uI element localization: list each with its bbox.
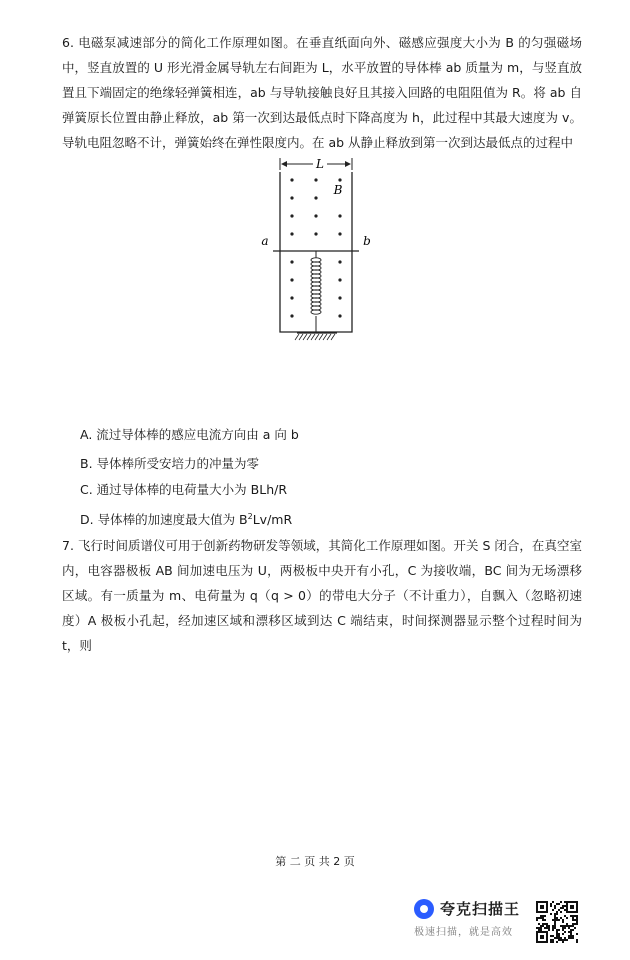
ground-hatch	[295, 334, 335, 340]
qr-module	[562, 921, 564, 923]
qr-module	[542, 923, 544, 925]
field-dot	[338, 314, 341, 317]
qr-module	[564, 939, 566, 941]
quark-logo-icon	[414, 899, 434, 919]
qr-module	[556, 941, 558, 943]
field-dot	[290, 178, 293, 181]
qr-module	[572, 937, 574, 939]
qr-module	[576, 933, 578, 935]
qr-module	[562, 929, 564, 931]
qr-module	[546, 923, 548, 925]
qr-module	[576, 941, 578, 943]
qr-module	[564, 905, 566, 907]
qr-module	[552, 901, 554, 903]
scanner-watermark	[414, 898, 529, 944]
qr-module	[542, 925, 544, 927]
qr-module	[574, 923, 576, 925]
qr-module	[572, 935, 574, 937]
qr-module	[562, 941, 564, 943]
qr-module	[554, 925, 556, 927]
field-dot	[338, 214, 341, 217]
field-dot	[338, 260, 341, 263]
qr-module	[574, 915, 576, 917]
qr-module	[550, 941, 552, 943]
qr-module	[550, 903, 552, 905]
qr-module	[564, 909, 566, 911]
field-dot	[338, 278, 341, 281]
qr-module	[560, 925, 562, 927]
qr-module	[556, 929, 558, 931]
qr-module	[568, 925, 570, 927]
qr-module	[570, 937, 572, 939]
qr-module	[556, 937, 558, 939]
qr-module	[536, 917, 538, 919]
hatch-mark	[331, 334, 335, 340]
qr-module	[576, 917, 578, 919]
qr-module	[554, 919, 556, 921]
qr-module	[564, 915, 566, 917]
qr-module	[544, 915, 546, 917]
qr-module	[558, 919, 560, 921]
qr-module	[546, 927, 548, 929]
qr-module	[566, 917, 568, 919]
qr-module	[560, 939, 562, 941]
qr-module	[560, 917, 562, 919]
qr-module	[572, 919, 574, 921]
qr-module	[568, 935, 570, 937]
qr-module	[576, 919, 578, 921]
qr-module	[554, 917, 556, 919]
qr-module	[558, 929, 560, 931]
hatch-mark	[315, 334, 319, 340]
field-dot	[290, 232, 293, 235]
qr-module	[560, 937, 562, 939]
qr-module	[542, 915, 544, 917]
qr-module	[548, 925, 550, 927]
qr-module	[576, 915, 578, 917]
qr-module	[562, 933, 564, 935]
qr-module	[554, 937, 556, 939]
qr-module	[570, 925, 572, 927]
qr-finder-core	[540, 905, 544, 909]
field-dot	[314, 178, 317, 181]
label-b: b	[363, 234, 371, 248]
qr-module	[570, 915, 572, 917]
qr-module	[566, 925, 568, 927]
qr-module	[556, 917, 558, 919]
qr-module	[558, 933, 560, 935]
qr-module	[570, 933, 572, 935]
qr-module	[576, 923, 578, 925]
qr-module	[556, 919, 558, 921]
qr-module	[538, 929, 540, 931]
label-B: B	[333, 183, 343, 197]
qr-module	[554, 921, 556, 923]
field-dot	[314, 196, 317, 199]
physics-diagram	[255, 152, 385, 342]
qr-module	[550, 913, 552, 915]
qr-module	[574, 927, 576, 929]
qr-module	[554, 923, 556, 925]
qr-module	[540, 927, 542, 929]
qr-module	[542, 919, 544, 921]
label-a: a	[261, 234, 269, 248]
qr-module	[558, 939, 560, 941]
field-dot	[290, 296, 293, 299]
qr-module	[572, 917, 574, 919]
hatch-mark	[295, 334, 299, 340]
qr-module	[556, 903, 558, 905]
qr-module	[570, 931, 572, 933]
qr-module	[564, 931, 566, 933]
qr-module	[576, 921, 578, 923]
field-dot	[338, 232, 341, 235]
qr-module	[564, 927, 566, 929]
qr-module	[552, 909, 554, 911]
field-dot	[338, 178, 341, 181]
qr-finder-core	[570, 905, 574, 909]
qr-module	[544, 919, 546, 921]
qr-module	[552, 941, 554, 943]
qr-module	[570, 935, 572, 937]
option-a: A. 流过导体棒的感应电流方向由 a 向 b	[80, 427, 299, 442]
qr-module	[556, 911, 558, 913]
qr-module	[540, 915, 542, 917]
qr-module	[558, 903, 560, 905]
qr-module	[568, 937, 570, 939]
qr-module	[560, 901, 562, 903]
qr-module	[538, 923, 540, 925]
qr-module	[540, 925, 542, 927]
qr-module	[544, 927, 546, 929]
brand-name: 夸克扫描王	[440, 900, 521, 918]
dimension-arrow-left	[281, 161, 287, 167]
qr-module	[550, 935, 552, 937]
qr-module	[562, 927, 564, 929]
qr-module	[558, 909, 560, 911]
qr-module	[544, 923, 546, 925]
page-footer: 第 二 页 共 2 页	[275, 855, 355, 868]
qr-module	[556, 913, 558, 915]
qr-module	[552, 935, 554, 937]
field-dot	[290, 260, 293, 263]
qr-module	[568, 931, 570, 933]
field-dot	[290, 314, 293, 317]
qr-module	[538, 927, 540, 929]
qr-module	[556, 933, 558, 935]
hatch-mark	[303, 334, 307, 340]
hatch-mark	[311, 334, 315, 340]
qr-module	[558, 935, 560, 937]
qr-module	[564, 937, 566, 939]
hatch-mark	[307, 334, 311, 340]
qr-module	[552, 939, 554, 941]
qr-module	[568, 927, 570, 929]
qr-module	[554, 907, 556, 909]
qr-module	[538, 917, 540, 919]
qr-module	[564, 925, 566, 927]
hatch-mark	[319, 334, 323, 340]
qr-module	[560, 907, 562, 909]
qr-module	[562, 939, 564, 941]
brand-slogan: 极速扫描，就是高效	[414, 927, 513, 938]
qr-module	[576, 939, 578, 941]
field-dot	[314, 214, 317, 217]
qr-module	[562, 925, 564, 927]
hatch-mark	[327, 334, 331, 340]
option-d: D. 导体棒的加速度最大值为 $B^2Lv/mR$	[80, 512, 293, 528]
qr-module	[562, 905, 564, 907]
qr-module	[554, 913, 556, 915]
qr-module	[574, 919, 576, 921]
qr-module	[566, 939, 568, 941]
field-dot	[290, 196, 293, 199]
spring-coils	[311, 258, 321, 314]
qr-module	[536, 919, 538, 921]
qr-module	[552, 929, 554, 931]
qr-module	[554, 905, 556, 907]
qr-module	[548, 929, 550, 931]
qr-module	[566, 923, 568, 925]
magnetic-field-dots	[290, 178, 341, 317]
qr-module	[554, 915, 556, 917]
qr-code-icon	[535, 900, 579, 944]
qr-module	[550, 905, 552, 907]
qr-module	[542, 917, 544, 919]
hatch-mark	[323, 334, 327, 340]
qr-module	[548, 927, 550, 929]
question-6-stem: 6. 电磁泵减速部分的简化工作原理如图。在垂直纸面向外、磁感应强度大小为 B 的匀强磁场中，竖直放置的 U 形光滑金属导轨左右间距为 L，水平放置的导体棒 ab 质量为 m，与竖直放置且下端固定的绝缘轻弹簧相连，ab 与导轨接触良好且其接入回路的电阻阻值为 R。将 ab 自弹簧原长位置由静止释放，ab 第一次到达最低点时下降高度为 h，此过程中其最大速度为 v。导轨电阻忽略不计，弹簧始终在弹性限度内。在 ab 从静止释放到第一次到达最低点的过程中	[62, 35, 582, 150]
qr-module	[572, 929, 574, 931]
qr-module	[570, 929, 572, 931]
qr-module	[540, 929, 542, 931]
qr-module	[562, 919, 564, 921]
qr-module	[552, 927, 554, 929]
qr-module	[554, 927, 556, 929]
field-dot	[290, 214, 293, 217]
field-dot	[338, 296, 341, 299]
qr-module	[552, 919, 554, 921]
label-L: L	[316, 157, 324, 171]
qr-finder-core	[540, 935, 544, 939]
field-dot	[314, 232, 317, 235]
qr-module	[546, 925, 548, 927]
qr-module	[540, 917, 542, 919]
qr-module	[572, 925, 574, 927]
qr-module	[572, 915, 574, 917]
qr-module	[560, 911, 562, 913]
qr-module	[536, 927, 538, 929]
option-c: C. 通过导体棒的电荷量大小为 BLh/R	[80, 482, 288, 497]
qr-module	[562, 907, 564, 909]
qr-module	[550, 939, 552, 941]
qr-module	[556, 935, 558, 937]
qr-module	[572, 923, 574, 925]
dimension-arrow-right	[345, 161, 351, 167]
qr-module	[556, 931, 558, 933]
qr-module	[552, 925, 554, 927]
hatch-mark	[299, 334, 303, 340]
qr-module	[558, 937, 560, 939]
field-dot	[290, 278, 293, 281]
qr-module	[564, 901, 566, 903]
question-7-stem: 7. 飞行时间质谱仪可用于创新药物研发等领域，其简化工作原理如图。开关 S 闭合，在真空室内，电容器极板 AB 间加速电压为 U，两极板中央开有小孔，C 为接收端，BC 间为无场漂移区域。有一质量为 m、电荷量为 q（q > 0）的带电大分子（不计重力），自飘入（忽略初速度）A 极板小孔起，经加速区域和漂移区域到达 C 端结束，时间探测器显示整个过程时间为 t，则	[62, 538, 582, 653]
option-b: B. 导体棒所受安培力的冲量为零	[80, 456, 260, 471]
